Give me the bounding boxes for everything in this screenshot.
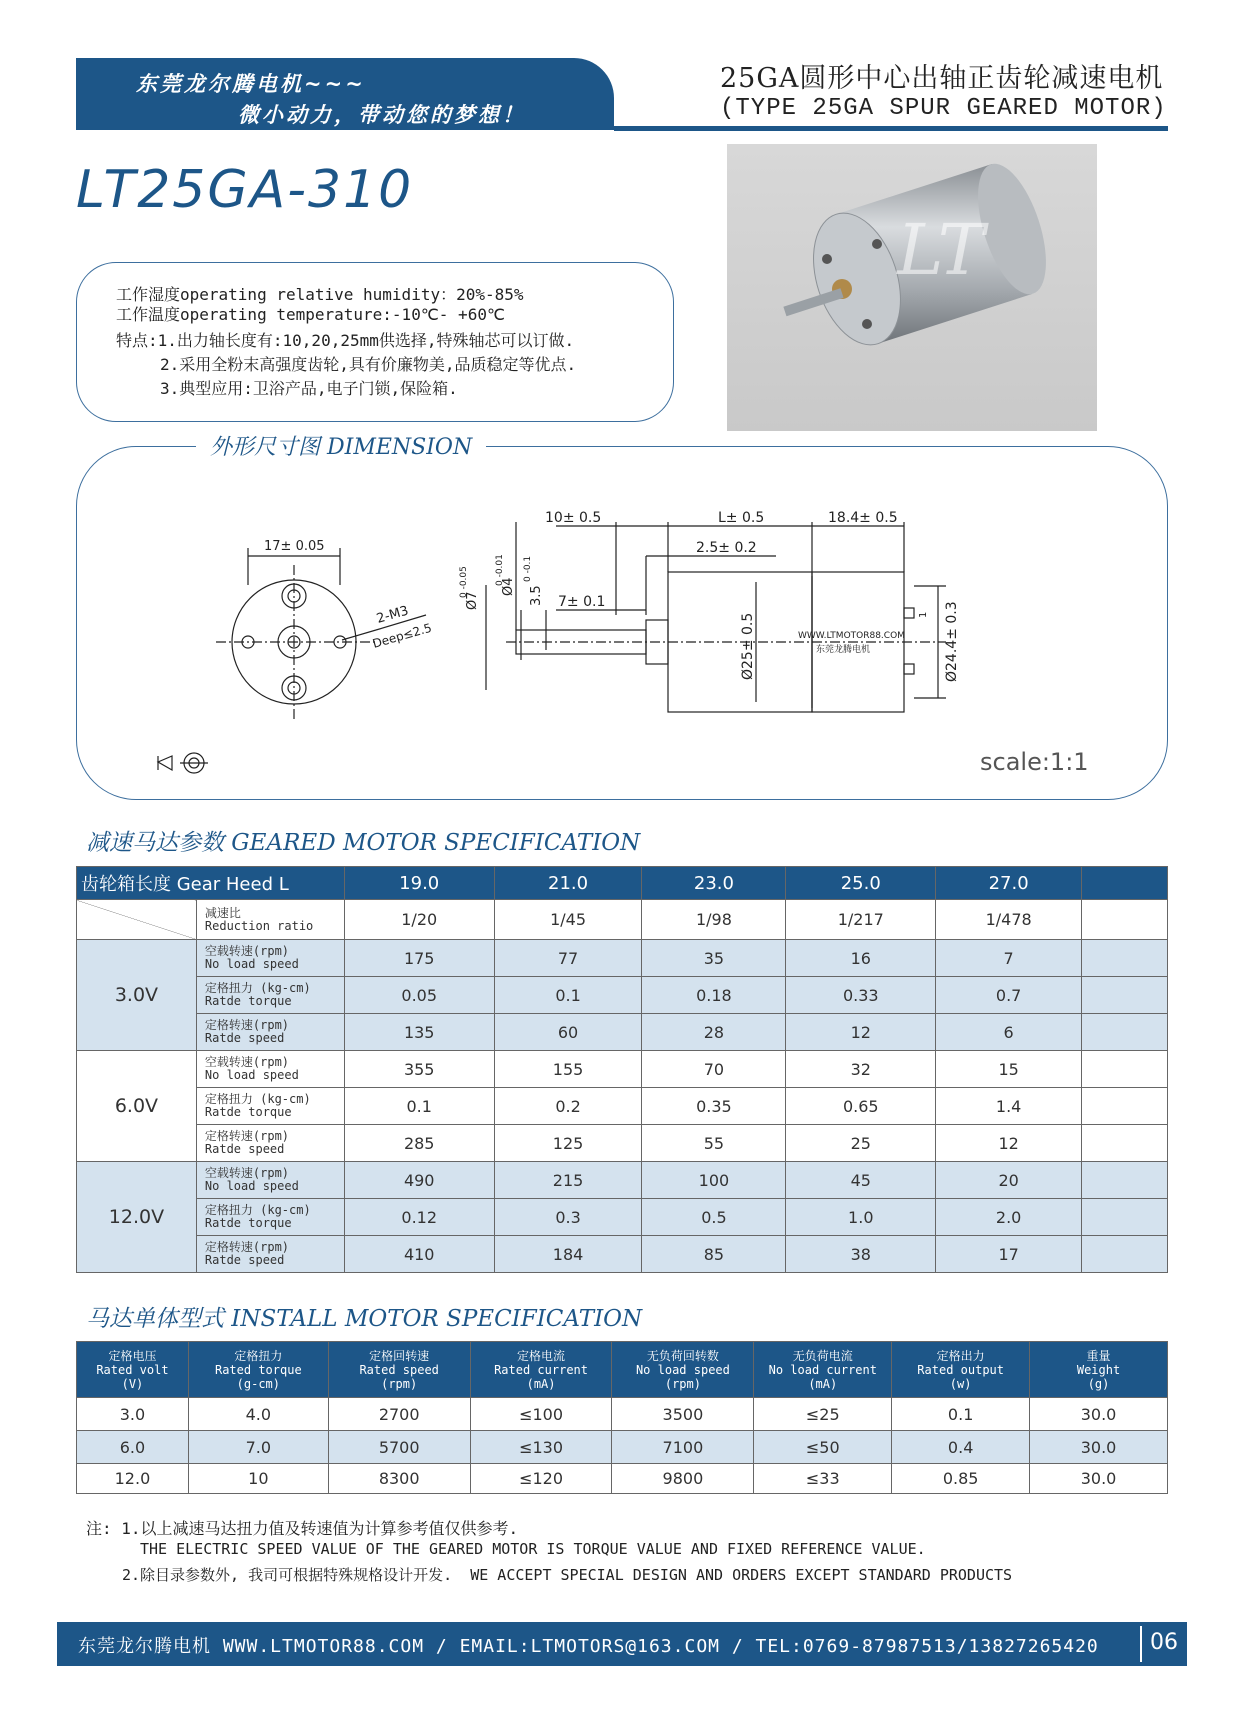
- install-cell: 30.0: [1030, 1431, 1168, 1464]
- ratio-label-cn: 减速比: [204, 905, 241, 920]
- install-cell: 7100: [612, 1431, 754, 1464]
- note-2: 2.除目录参数外, 我司可根据特殊规格设计开发. WE ACCEPT SPECIAL DESIGN AND ORDERS EXCEPT STANDARD PRODUCTS: [122, 1566, 1013, 1584]
- value-cell: 355: [344, 1051, 494, 1088]
- install-cell: 3500: [612, 1398, 754, 1431]
- voltage-cell: 3.0V: [77, 940, 197, 1051]
- col-header: [470, 1342, 612, 1398]
- value-cell: 55: [642, 1125, 786, 1162]
- dim-d25: Ø25± 0.5: [740, 612, 756, 680]
- install-cell: ≤25: [754, 1398, 892, 1431]
- value-cell: 85: [642, 1236, 786, 1273]
- col-header-cn: 定格电流: [517, 1348, 566, 1363]
- ratio-cell: 1/98: [642, 900, 786, 940]
- value-cell: 0.05: [344, 977, 494, 1014]
- install-cell: ≤100: [470, 1398, 612, 1431]
- footer-divider: [1140, 1626, 1142, 1662]
- model-number: LT25GA-310: [76, 160, 414, 220]
- value-cell: 25: [786, 1125, 936, 1162]
- slogan-line2: 微小动力，带动您的梦想！: [238, 102, 526, 127]
- value-cell: 6: [936, 1014, 1082, 1051]
- row-label-en: Ratde speed: [204, 1253, 285, 1267]
- col-header-en: No load current: [768, 1362, 877, 1377]
- ratio-label: [196, 900, 344, 940]
- value-cell: 0.5: [642, 1199, 786, 1236]
- col-header-en: Rated output: [917, 1362, 1004, 1377]
- col-header-cn: 定格电压: [108, 1348, 157, 1363]
- dimension-title: 外形尺寸图 DIMENSION: [196, 430, 486, 461]
- col-header-en: Rated torque: [214, 1362, 302, 1377]
- row-label: [196, 1125, 344, 1162]
- install-spec-table: [76, 1341, 1168, 1494]
- row-label: [196, 1088, 344, 1125]
- row-label-en: No load speed: [204, 1068, 299, 1082]
- dim-d7-tol: 0 -0.05: [459, 566, 469, 598]
- col-header-unit: (mA): [808, 1376, 838, 1391]
- row-label: [196, 977, 344, 1014]
- note-1-en: THE ELECTRIC SPEED VALUE OF THE GEARED MOTOR IS TORQUE VALUE AND FIXED REFERENCE VALUE.: [140, 1540, 926, 1558]
- install-cell: ≤130: [470, 1431, 612, 1464]
- col-header-en: Rated speed: [359, 1362, 439, 1377]
- install-cell: 10: [188, 1464, 328, 1494]
- note-1: 注: 1.以上减速马达扭力值及转速值为计算参考值仅供参考.: [86, 1519, 519, 1538]
- col-header-cn: 无负荷回转数: [646, 1348, 719, 1363]
- col-header: [892, 1342, 1030, 1398]
- row-label-cn: 空载转速(rpm): [204, 1055, 290, 1069]
- value-cell: 28: [642, 1014, 786, 1051]
- value-cell: 1.0: [786, 1199, 936, 1236]
- ratio-cell: 1/478: [936, 900, 1082, 940]
- col-header: [612, 1342, 754, 1398]
- value-cell: 15: [936, 1051, 1082, 1088]
- value-cell: 70: [642, 1051, 786, 1088]
- dim-184: 18.4± 0.5: [828, 510, 898, 526]
- value-cell: 60: [494, 1014, 642, 1051]
- feature-temperature: 工作温度operating temperature:-10℃- +60℃: [116, 305, 505, 324]
- install-cell: 0.4: [892, 1431, 1030, 1464]
- value-cell: 490: [344, 1162, 494, 1199]
- value-cell: 0.18: [642, 977, 786, 1014]
- row-label-cn: 定格扭力 (kg-cm): [204, 1203, 311, 1217]
- install-cell: 30.0: [1030, 1398, 1168, 1431]
- value-cell: 77: [494, 940, 642, 977]
- install-cell: 5700: [328, 1431, 470, 1464]
- value-cell: 285: [344, 1125, 494, 1162]
- scale-label: scale:1:1: [980, 748, 1089, 776]
- brand-cn: 东莞龙腾电机: [816, 645, 871, 655]
- length-cell: 25.0: [786, 867, 936, 900]
- install-cell: 2700: [328, 1398, 470, 1431]
- dim-L: L± 0.5: [718, 510, 765, 526]
- row-label-cn: 定格扭力 (kg-cm): [204, 1092, 311, 1106]
- header-rule: [614, 126, 1168, 131]
- gear-length-header: 齿轮箱长度 Gear Heed L: [77, 867, 345, 900]
- feature-2: 2.采用全粉末高强度齿轮,具有价廉物美,品质稳定等优点.: [160, 355, 577, 374]
- value-cell: 32: [786, 1051, 936, 1088]
- value-cell: 0.2: [494, 1088, 642, 1125]
- install-spec-title: 马达单体型式 INSTALL MOTOR SPECIFICATION: [86, 1306, 643, 1332]
- install-cell: 6.0: [77, 1431, 189, 1464]
- value-cell: 215: [494, 1162, 642, 1199]
- col-header: [1030, 1342, 1168, 1398]
- row-label-cn: 定格扭力 (kg-cm): [204, 981, 311, 995]
- dim-25: 2.5± 0.2: [696, 540, 757, 556]
- length-cell: 19.0: [344, 867, 494, 900]
- value-cell: 410: [344, 1236, 494, 1273]
- length-cell: 27.0: [936, 867, 1082, 900]
- row-label: [196, 1199, 344, 1236]
- col-header: [754, 1342, 892, 1398]
- length-cell: 23.0: [642, 867, 786, 900]
- dim-m3: 2-M3: [374, 603, 411, 627]
- value-cell: 0.1: [494, 977, 642, 1014]
- install-cell: 4.0: [188, 1398, 328, 1431]
- dim-7: 7± 0.1: [558, 594, 606, 610]
- value-cell: 0.33: [786, 977, 936, 1014]
- col-header: [188, 1342, 328, 1398]
- value-cell: 155: [494, 1051, 642, 1088]
- row-label-en: Ratde speed: [204, 1031, 285, 1045]
- value-cell: 38: [786, 1236, 936, 1273]
- geared-spec-table: [76, 866, 1168, 1273]
- value-cell: 35: [642, 940, 786, 977]
- feature-3: 3.典型应用:卫浴产品,电子门锁,保险箱.: [160, 379, 458, 398]
- value-cell: 12: [936, 1125, 1082, 1162]
- col-header-cn: 定格回转速: [369, 1348, 430, 1363]
- row-label-en: No load speed: [204, 1179, 299, 1193]
- value-cell: 0.12: [344, 1199, 494, 1236]
- brand-url: WWW.LTMOTOR88.COM: [798, 631, 905, 641]
- install-cell: 30.0: [1030, 1464, 1168, 1494]
- install-cell: 7.0: [188, 1431, 328, 1464]
- col-header-cn: 定格扭力: [234, 1348, 283, 1363]
- dim-10: 10± 0.5: [545, 510, 602, 526]
- row-label-cn: 定格转速(rpm): [204, 1129, 290, 1143]
- value-cell: 100: [642, 1162, 786, 1199]
- dim-35-tol: 0 -0.1: [523, 555, 533, 582]
- col-header-unit: (rpm): [381, 1376, 418, 1391]
- dimension-drawing: [76, 490, 1076, 790]
- page-title-en: (TYPE 25GA SPUR GEARED MOTOR): [720, 95, 1167, 122]
- dim-t1: 1: [918, 611, 929, 618]
- feature-humidity: 工作湿度operating relative humidity：20%-85%: [116, 285, 524, 304]
- row-label: [196, 1162, 344, 1199]
- diagonal-cell: [77, 900, 197, 940]
- ratio-cell: 1/20: [344, 900, 494, 940]
- col-header: [328, 1342, 470, 1398]
- install-cell: 12.0: [77, 1464, 189, 1494]
- col-header-unit: (mA): [526, 1376, 556, 1391]
- voltage-cell: 12.0V: [77, 1162, 197, 1273]
- install-cell: ≤50: [754, 1431, 892, 1464]
- value-cell: 175: [344, 940, 494, 977]
- value-cell: 0.1: [344, 1088, 494, 1125]
- row-label-en: Ratde torque: [204, 1105, 292, 1119]
- install-cell: 8300: [328, 1464, 470, 1494]
- row-label: [196, 1051, 344, 1088]
- row-label: [196, 1014, 344, 1051]
- col-header-en: Rated current: [494, 1362, 588, 1377]
- install-cell: ≤120: [470, 1464, 612, 1494]
- page-number: 06: [1150, 1630, 1178, 1655]
- ratio-cell: 1/217: [786, 900, 936, 940]
- install-cell: 0.1: [892, 1398, 1030, 1431]
- col-header-en: Weight: [1076, 1362, 1121, 1377]
- value-cell: 45: [786, 1162, 936, 1199]
- product-photo: [727, 144, 1097, 431]
- dim-d4: Ø4: [501, 577, 516, 596]
- value-cell: 1.4: [936, 1088, 1082, 1125]
- row-label: [196, 940, 344, 977]
- photo-watermark: LT: [897, 209, 985, 291]
- col-header: [77, 1342, 189, 1398]
- install-cell: 9800: [612, 1464, 754, 1494]
- value-cell: 12: [786, 1014, 936, 1051]
- col-header-en: No load speed: [635, 1362, 730, 1377]
- row-label-en: Ratde torque: [204, 994, 292, 1008]
- col-header-cn: 定格出力: [936, 1348, 985, 1363]
- install-cell: ≤33: [754, 1464, 892, 1494]
- value-cell: 20: [936, 1162, 1082, 1199]
- col-header-cn: 重量: [1086, 1348, 1111, 1363]
- col-header-cn: 无负荷电流: [792, 1348, 853, 1363]
- row-label-cn: 定格转速(rpm): [204, 1240, 290, 1254]
- value-cell: 0.7: [936, 977, 1082, 1014]
- dim-17: 17± 0.05: [264, 539, 325, 554]
- value-cell: 7: [936, 940, 1082, 977]
- value-cell: 2.0: [936, 1199, 1082, 1236]
- value-cell: 0.3: [494, 1199, 642, 1236]
- col-header-unit: (rpm): [664, 1376, 701, 1391]
- row-label-en: Ratde speed: [204, 1142, 285, 1156]
- footer-contact: 东莞龙尔腾电机 WWW.LTMOTOR88.COM / EMAIL:LTMOTORS@163.COM / TEL:0769-87987513/13827265420: [78, 1636, 1099, 1657]
- row-label-en: No load speed: [204, 957, 299, 971]
- geared-spec-title: 减速马达参数 GEARED MOTOR SPECIFICATION: [86, 830, 641, 856]
- dim-d244: Ø24.4± 0.3: [944, 601, 960, 682]
- page-title-cn: 25GA圆形中心出轴正齿轮减速电机: [720, 63, 1164, 94]
- row-label: [196, 1236, 344, 1273]
- ratio-cell: 1/45: [494, 900, 642, 940]
- col-header-unit: (w): [949, 1376, 972, 1391]
- row-label-cn: 定格转速(rpm): [204, 1018, 290, 1032]
- value-cell: 125: [494, 1125, 642, 1162]
- install-cell: 0.85: [892, 1464, 1030, 1494]
- slogan-line1: 东莞龙尔腾电机~~~: [136, 71, 366, 96]
- row-label-cn: 空载转速(rpm): [204, 944, 290, 958]
- value-cell: 135: [344, 1014, 494, 1051]
- row-label-en: Ratde torque: [204, 1216, 292, 1230]
- value-cell: 184: [494, 1236, 642, 1273]
- feature-1: 特点:1.出力轴长度有:10,20,25mm供选择,特殊轴芯可以订做.: [116, 331, 575, 350]
- ratio-label-en: Reduction ratio: [204, 918, 314, 933]
- row-label-cn: 空载转速(rpm): [204, 1166, 290, 1180]
- dim-d7: Ø7: [465, 591, 480, 610]
- value-cell: 16: [786, 940, 936, 977]
- col-header-en: Rated volt: [96, 1362, 169, 1377]
- col-header-unit: (g): [1087, 1376, 1110, 1391]
- col-header-unit: (V): [121, 1376, 144, 1391]
- voltage-cell: 6.0V: [77, 1051, 197, 1162]
- value-cell: 0.35: [642, 1088, 786, 1125]
- dim-35: 3.5: [529, 585, 544, 606]
- value-cell: 0.65: [786, 1088, 936, 1125]
- install-cell: 3.0: [77, 1398, 189, 1431]
- value-cell: 17: [936, 1236, 1082, 1273]
- length-cell: 21.0: [494, 867, 642, 900]
- dim-deep: Deep≤2.5: [370, 620, 434, 651]
- dim-d4-tol: 0 -0.01: [495, 554, 505, 586]
- col-header-unit: (g-cm): [236, 1376, 280, 1391]
